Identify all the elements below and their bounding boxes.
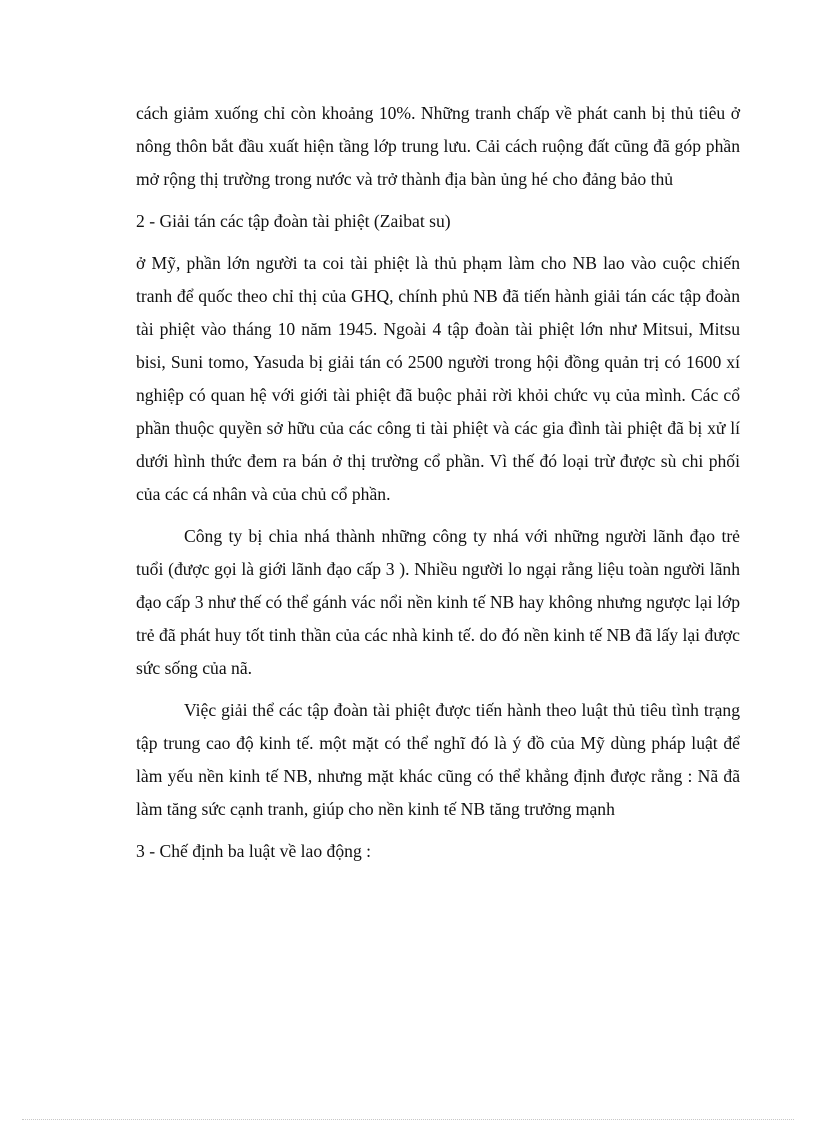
paragraph-young-leaders: Công ty bị chia nhá thành những công ty nhá với những người lãnh đạo trẻ tuổi (được gọi là giới lãnh đạo cấp 3 ). Nhiều người lo ngại rằng liệu toàn người lãnh đạo cấp 3 như thế có thể gánh vác nổi nền kinh tế NB hay không nhưng ngược lại lớp trẻ đã phát huy tốt tinh thần của các nhà kinh tế. do đó nền kinh tế NB đã lấy lại được sức sống của nã. <box>136 526 740 678</box>
page-bottom-divider <box>22 1119 794 1120</box>
section-heading-labor-laws: 3 - Chế định ba luật về lao động : <box>136 841 372 861</box>
section-heading-zaibatsu: 2 - Giải tán các tập đoàn tài phiệt (Zaibat su) <box>136 211 451 231</box>
paragraph-land-reform-end: cách giảm xuống chỉ còn khoảng 10%. Những tranh chấp về phát canh bị thủ tiêu ở nông thôn bắt đầu xuất hiện tầng lớp trung lưu. Cải cách ruộng đất cũng đã góp phần mở rộng thị trường trong nước và trở thành địa bàn ủng hé cho đảng bảo thủ <box>136 103 740 189</box>
document-body <box>136 97 740 877</box>
paragraph-antimonopoly-law: Việc giải thể các tập đoàn tài phiệt được tiến hành theo luật thủ tiêu tình trạng tập trung cao độ kinh tế. một mặt có thể nghĩ đó là ý đồ của Mỹ dùng pháp luật để làm yếu nền kinh tế NB, nhưng mặt khác cũng có thể khẳng định được rằng : Nã đã làm tăng sức cạnh tranh, giúp cho nền kinh tế NB tăng trưởng mạnh <box>136 700 740 819</box>
paragraph-zaibatsu-dissolution: ở Mỹ, phần lớn người ta coi tài phiệt là thủ phạm làm cho NB lao vào cuộc chiến tranh để quốc theo chỉ thị của GHQ, chính phủ NB đã tiến hành giải tán các tập đoàn tài phiệt vào tháng 10 năm 1945. Ngoài 4 tập đoàn tài phiệt lớn như Mitsui, Mitsu bisi, Suni tomo, Yasuda bị giải tán có 2500 người trong hội đồng quản trị có 1600 xí nghiệp có quan hệ với giới tài phiệt đã buộc phải rời khỏi chức vụ của mình. Các cổ phần thuộc quyền sở hữu của các công ti tài phiệt và các gia đình tài phiệt đã bị xử lí dưới hình thức đem ra bán ở thị trường cổ phần. Vì thế đó loại trừ được sù chi phối của các cá nhân và của chủ cổ phần. <box>136 253 740 504</box>
